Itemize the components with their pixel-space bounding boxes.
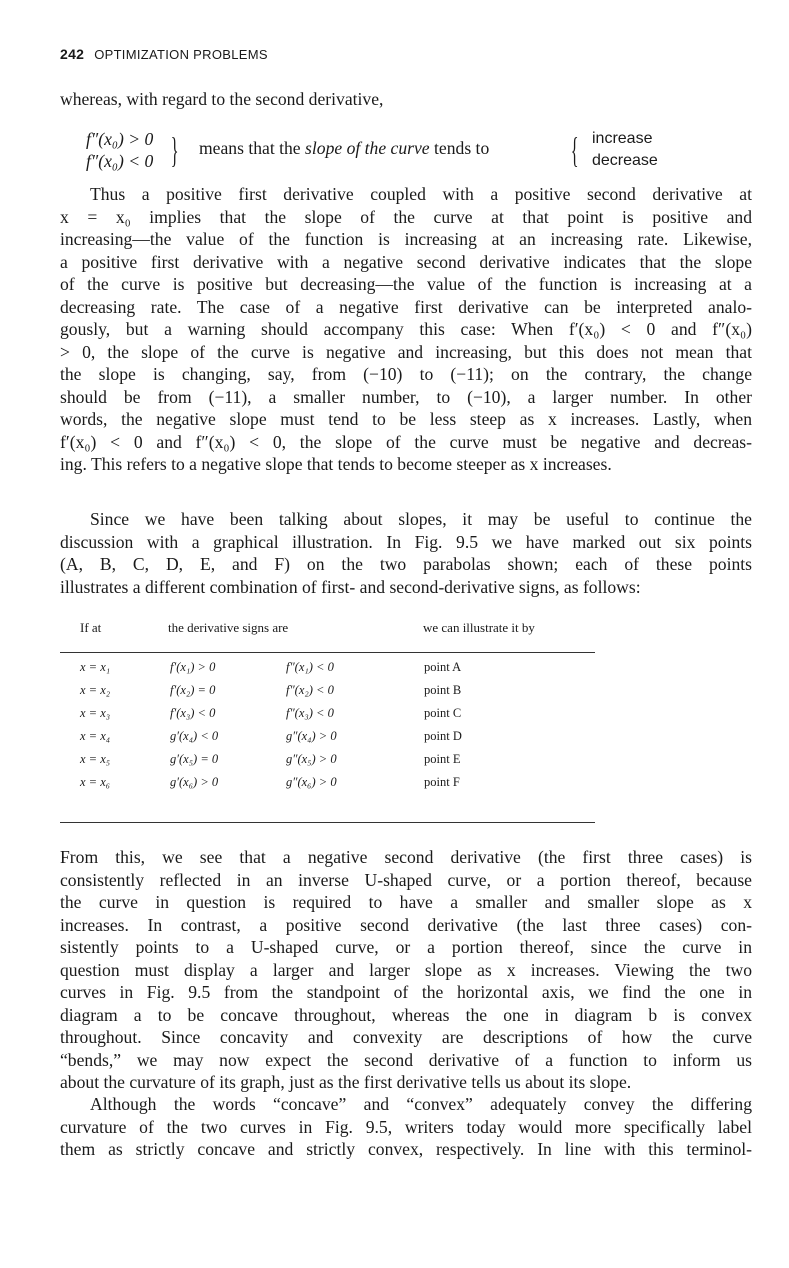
table-row: x = x₆ g′(x₆) > 0 g″(x₆) > 0 point F (80, 775, 460, 789)
table-row: x = x₁ f′(x₁) > 0 f″(x₁) < 0 point A (80, 660, 462, 674)
paragraph-3: From this, we see that a negative second derivative (the first three cases) is consistently reflected in an inverse U-shaped curve, or a portion thereof, because the curve in question is required to have a smaller and smaller slope as x increases. In contrast, a positive second derivative (the last three cases) con- sistently points to a U-shaped curve, or a portion thereof, since the curve in question must display a larger and larger slope as x increases. Viewing the two curves in Fig. 9.5 from the standpoint of the horizontal axis, we find the one in diagram a to be concave throughout, whereas the one in diagram b is convex throughout. Since concavity and convexity are descriptions of how the curve “bends,” we may now expect the second derivative of a function to inform us about the curvature of its graph, just as the first derivative tells us about its slope. (60, 847, 752, 1092)
table-header-if-at: If at (80, 620, 102, 635)
table-row: x = x₄ g′(x₄) < 0 g″(x₄) > 0 point D (80, 729, 462, 743)
equation-conditions: f″(x₀) > 0 f″(x₀) < 0 (86, 129, 154, 171)
table-header-signs: the derivative signs are (168, 620, 289, 635)
left-brace-glyph: { (570, 130, 579, 170)
running-title: OPTIMIZATION PROBLEMS (94, 47, 268, 62)
paragraph-2: Since we have been talking about slopes, it may be useful to continue the discussion with a graphical illustration. In Fig. 9.5 we have marked out six points (A, B, C, D, E, and F) on the two parabolas shown; each of these points illustrates a different combination of first- and second-derivative signs, as follows: (60, 509, 752, 597)
page-number: 242 (60, 46, 85, 62)
paragraph-4: Although the words “concave” and “convex” adequately convey the differing curvature of the two curves in Fig. 9.5, writers today would more specifically label them as strictly concave and strictly convex, respectively. In line with this terminol- (60, 1094, 752, 1159)
running-header (60, 46, 268, 62)
second-derivative-equation (86, 128, 706, 188)
right-brace-glyph: } (170, 130, 179, 170)
table-row: x = x₅ g′(x₅) = 0 g″(x₅) > 0 point E (80, 752, 461, 766)
table-bottom-rule (60, 822, 595, 823)
paragraph-1: Thus a positive first derivative coupled with a positive second derivative at x = x₀ implies that the slope of the curve at that point is positive and increasing—the value of the function is increasing at an increasing rate. Likewise, a positive first derivative with a negative second derivative indicates that the slope of the curve is positive but decreasing—the value of the function is increasing at a decreasing rate. The case of a negative first derivative can be interpreted analo- gously, but a warning should accompany this case: When f′(x₀) < 0 and f″(x₀) > 0, the slope of the curve is negative and increasing, but this does not mean that the slope is changing, say, from (−10) to (−11); on the contrary, the change should be from (−11), a smaller number, to (−10), a larger number. In other words, the negative slope must tend to be less steep as x increases. Lastly, when f′(x₀) < 0 and f″(x₀) < 0, the slope of the curve must be negative and decreas- ing. This refers to a negative slope that tends to become steeper as x increases. (60, 184, 752, 474)
table-header-illustrate: we can illustrate it by (423, 620, 535, 635)
table-row: x = x₂ f′(x₂) = 0 f″(x₂) < 0 point B (80, 683, 462, 697)
intro-line: whereas, with regard to the second derivative, (60, 89, 384, 109)
equation-text: means that the slope of the curve tends to (199, 138, 490, 158)
table-row: x = x₃ f′(x₃) < 0 f″(x₃) < 0 point C (80, 706, 462, 720)
equation-outcomes: increase decrease (592, 130, 658, 169)
table-top-rule (60, 652, 595, 653)
